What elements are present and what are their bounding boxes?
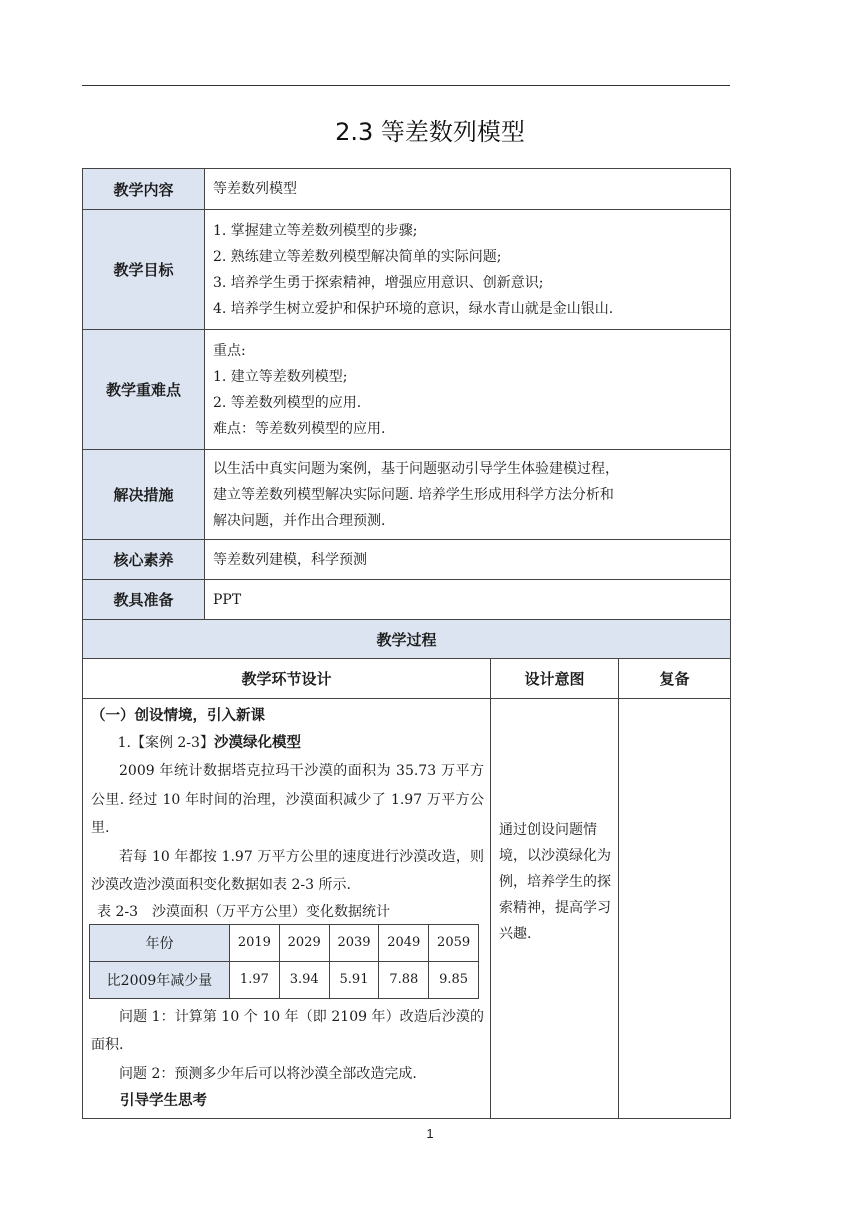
row-process-body — [83, 699, 731, 1119]
page-title: 2.3 等差数列模型 — [335, 118, 525, 146]
guide-text: 引导学生思考 — [120, 1093, 207, 1109]
question-1: 问题 1：计算第 10 个 10 年（即 2109 年）改造后沙漠的面积. — [91, 1008, 484, 1053]
case-number: 1.【案例 2-3】 — [117, 735, 214, 751]
case-title: 沙漠绿化模型 — [213, 735, 301, 751]
value-core-literacy: 等差数列建模，科学预测 — [205, 540, 731, 580]
desert-table-reduction-label: 比2009年减少量 — [90, 961, 230, 998]
design-intent-text: 通过创设问题情境，以沙漠绿化为例，培养学生的探索精神，提高学习兴趣. — [499, 822, 611, 942]
desert-table-year: 2019 — [230, 924, 280, 961]
intent-cell — [491, 699, 619, 1119]
table-caption: 表 2-3 沙漠面积（万平方公里）变化数据统计 — [97, 903, 390, 920]
label-core-literacy: 核心素养 — [83, 540, 205, 580]
col-header-design: 教学环节设计 — [83, 659, 491, 699]
desert-table-year: 2049 — [379, 924, 429, 961]
label-measures: 解决措施 — [83, 450, 205, 540]
row-measures — [83, 450, 731, 540]
desert-table-year-label: 年份 — [90, 924, 230, 961]
label-key-points: 教学重难点 — [83, 330, 205, 450]
case-line — [91, 729, 484, 757]
lesson-plan-table — [82, 168, 731, 1119]
row-process-title — [83, 620, 731, 659]
row-key-points — [83, 330, 731, 450]
value-teaching-content: 等差数列模型 — [205, 169, 731, 210]
row-content — [83, 169, 731, 210]
desert-table-value: 3.94 — [279, 961, 329, 998]
desert-table-row-reduction — [90, 961, 479, 998]
desert-table-value: 7.88 — [379, 961, 429, 998]
section-heading: （一）创设情境，引入新课 — [91, 708, 265, 724]
case-paragraph-1: 2009 年统计数据塔克拉玛干沙漠的面积为 35.73 万平方公里. 经过 10 年时间的治理，沙漠面积减少了 1.97 万平方公里. — [91, 763, 484, 836]
row-process-headers — [83, 659, 731, 699]
label-materials: 教具准备 — [83, 580, 205, 620]
value-teaching-objectives: 1. 掌握建立等差数列模型的步骤; 2. 熟练建立等差数列模型解决简单的实际问题; 3. 培养学生勇于探索精神，增强应用意识、创新意识; 4. 培养学生树立爱护和保护环境的意识，绿水青山就是金山银山. — [205, 210, 731, 330]
label-teaching-content: 教学内容 — [83, 169, 205, 210]
col-header-intent: 设计意图 — [491, 659, 619, 699]
value-measures: 以生活中真实问题为案例，基于问题驱动引导学生体验建模过程， 建立等差数列模型解决实际问题. 培养学生形成用科学方法分析和 解决问题，并作出合理预测. — [205, 450, 731, 540]
value-materials: PPT — [205, 580, 731, 620]
desert-table-row-years — [90, 924, 479, 961]
row-materials — [83, 580, 731, 620]
case-paragraph-2: 若每 10 年都按 1.97 万平方公里的速度进行沙漠改造，则沙漠改造沙漠面积变化数据如表 2-3 所示. — [91, 848, 484, 893]
value-key-points: 重点: 1. 建立等差数列模型; 2. 等差数列模型的应用. 难点：等差数列模型的应用. — [205, 330, 731, 450]
question-2: 问题 2：预测多少年后可以将沙漠全部改造完成. — [119, 1065, 417, 1082]
row-core-literacy — [83, 540, 731, 580]
desert-data-table — [89, 924, 479, 999]
page-number: 1 — [426, 1126, 434, 1141]
desert-table-value: 1.97 — [230, 961, 280, 998]
review-cell — [619, 699, 731, 1119]
section-teaching-process: 教学过程 — [83, 620, 731, 659]
design-cell — [83, 699, 491, 1119]
desert-table-value: 5.91 — [329, 961, 379, 998]
desert-table-value: 9.85 — [429, 961, 479, 998]
col-header-review: 复备 — [619, 659, 731, 699]
desert-table-year: 2059 — [429, 924, 479, 961]
desert-table-year: 2039 — [329, 924, 379, 961]
header-rule — [82, 85, 730, 86]
row-objectives — [83, 210, 731, 330]
label-teaching-objectives: 教学目标 — [83, 210, 205, 330]
desert-table-year: 2029 — [279, 924, 329, 961]
